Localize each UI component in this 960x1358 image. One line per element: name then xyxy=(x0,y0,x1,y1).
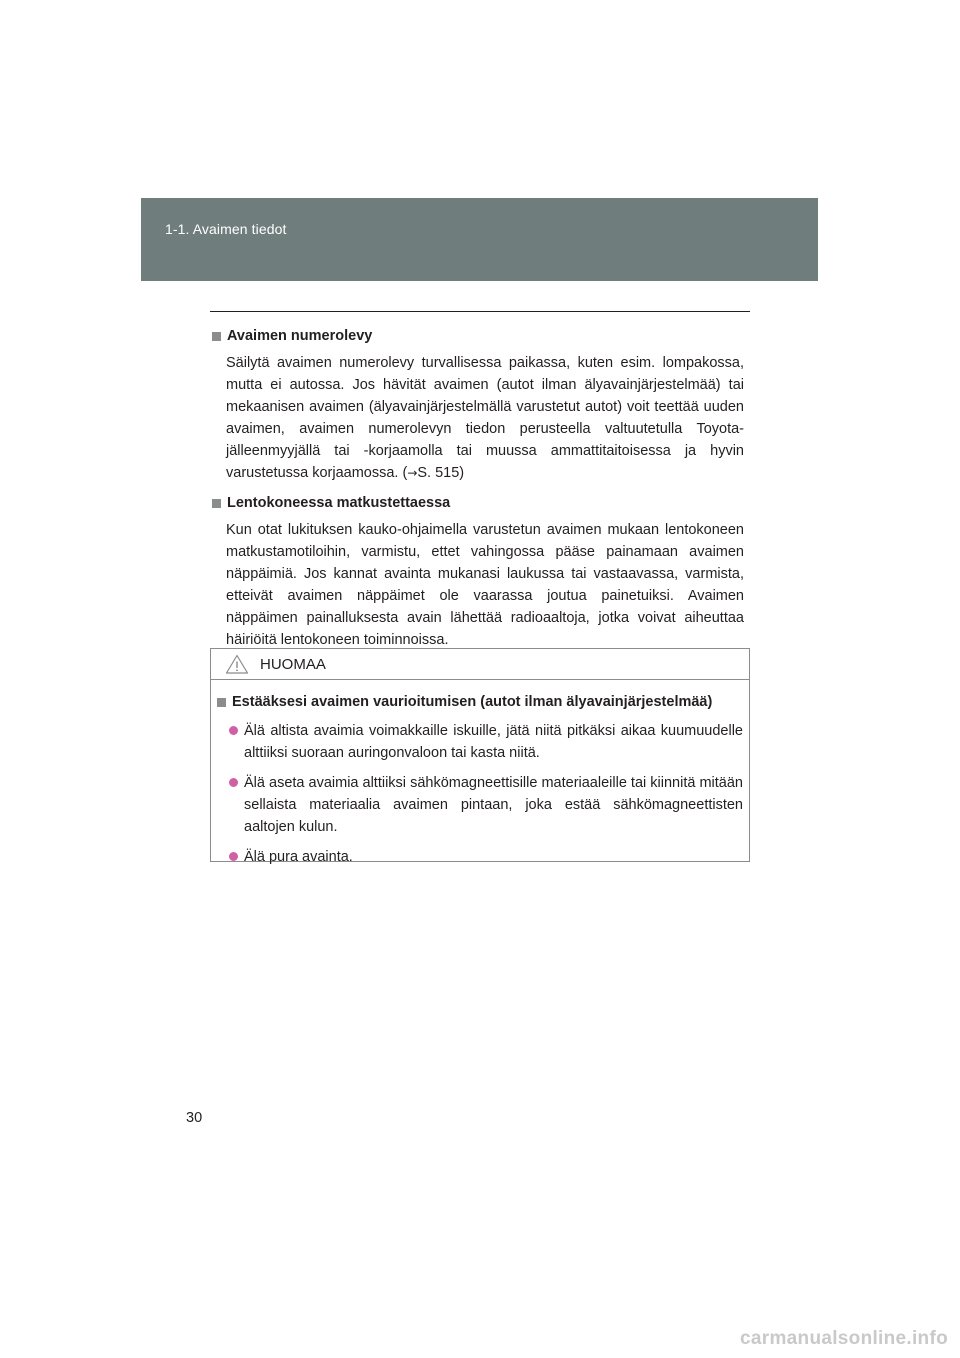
arrow-icon: → xyxy=(407,466,418,480)
paragraph-text: Säilytä avaimen numerolevy turvallisessa paikassa, kuten esim. lompakossa, mutta ei autossa. Jos hävität avaimen (autot ilman älyavainjärjestelmää) tai mekaanisen avaimen (älyavainjärjestelmällä varustetut autot) voit teettää uuden avaimen, avaimen numerolevyn tiedon perusteella valtuutetulla Toyota-jälleenmyyjällä tai -korjaamolla tai muussa ammattitaitoisessa ja hyvin varustetussa korjaamossa. ( xyxy=(226,355,744,481)
notice-bullet-text: Älä altista avaimia voimakkaille iskuille, jätä niitä pitkäksi aikaa kuumuudelle alttiiksi suoraan auringonvaloon tai kasta niitä. xyxy=(244,723,743,761)
main-content xyxy=(210,326,744,660)
notice-subheading xyxy=(215,692,743,712)
notice-bullet xyxy=(229,846,743,868)
bullet-dot-icon xyxy=(229,852,238,861)
square-marker-icon xyxy=(212,332,221,341)
section-heading-text: Avaimen numerolevy xyxy=(227,328,373,344)
notice-bullet-text: Älä pura avainta. xyxy=(244,849,353,865)
notice-title: HUOMAA xyxy=(260,655,326,673)
warning-triangle-icon xyxy=(225,654,249,674)
bullet-dot-icon xyxy=(229,726,238,735)
square-marker-icon xyxy=(212,499,221,508)
section-heading-text: Lentokoneessa matkustettaessa xyxy=(227,495,451,511)
notice-bullet xyxy=(229,720,743,764)
notice-bullet-text: Älä aseta avaimia alttiiksi sähkömagneettisille materiaaleille tai kiinnitä mitään sellaista materiaalia avaimen pintaan, joka estää sähkömagneettisten aaltojen kulun. xyxy=(244,775,743,835)
section-label: 1-1. Avaimen tiedot xyxy=(165,221,287,237)
notice-header xyxy=(211,649,749,680)
page-reference: S. 515) xyxy=(417,465,465,481)
notice-subheading-text: Estääksesi avaimen vaurioitumisen (autot ilman älyavainjärjestelmää) xyxy=(232,694,713,710)
notice-box xyxy=(210,648,750,865)
notice-bullet xyxy=(229,772,743,838)
watermark: carmanualsonline.info xyxy=(740,1328,948,1349)
bullet-dot-icon xyxy=(229,778,238,787)
notice-body xyxy=(211,680,749,868)
header-band xyxy=(141,198,818,281)
section-heading-key-number-plate xyxy=(210,326,744,346)
section-paragraph-key-number-plate xyxy=(210,352,744,484)
top-rule xyxy=(210,311,750,312)
page-number: 30 xyxy=(186,1110,203,1126)
section-paragraph-air-travel: Kun otat lukituksen kauko-ohjaimella varustetun avaimen mukaan lentokoneen matkustamotiloihin, varmistu, ettet vahingossa pääse painamaan avaimen näppäimiä. Jos kannat avainta mukanasi laukussa tai vastaavassa, varmista, etteivät avaimen näppäimet ole vaarassa joutua painetuiksi. Avaimen näppäimen painalluksesta avain lähettää radioaaltoja, jotka voivat aiheuttaa häiriöitä lentokoneen toiminnoissa. xyxy=(226,522,744,648)
section-heading-air-travel xyxy=(210,493,744,513)
square-marker-icon xyxy=(217,698,226,707)
